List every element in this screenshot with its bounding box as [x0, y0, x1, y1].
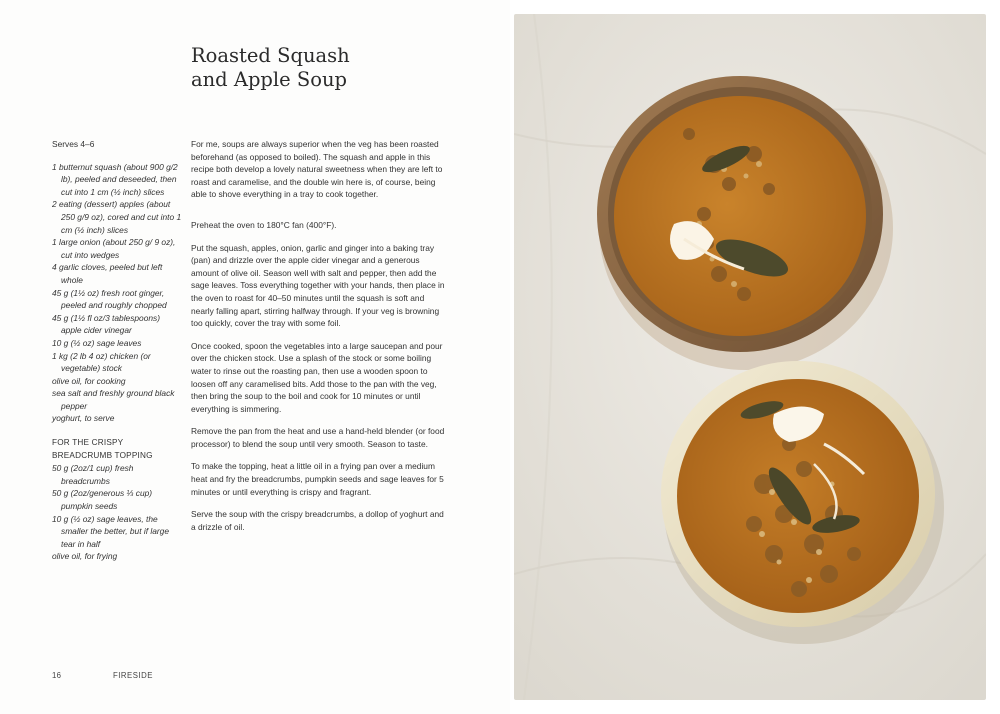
topping-ingredient-item: 50 g (2oz/1 cup) fresh breadcrumbs — [52, 463, 134, 486]
method-step: Preheat the oven to 180°C fan (400°F). — [191, 219, 337, 230]
ingredient-item: 1 large onion (about 250 g/ 9 oz), cut into wedges — [52, 237, 176, 260]
ingredient-item: 45 g (1½ oz) fresh root ginger, peeled and roughly chopped — [52, 287, 167, 311]
topping-ingredient-item: olive oil, for frying — [52, 551, 118, 562]
ingredient-item: 10 g (½ oz) sage leaves — [52, 337, 142, 348]
method-step: Put the squash, apples, onion, garlic and ginger into a baking tray (pan) and drizzle over the apple cider vinegar and a generous amount of olive oil. Season well with salt and pepper, then add the sage leaves. Toss everything together with your hands, then place in the oven to roast for 40–50 minutes until the squash is soft and nearly falling apart, stirring halfway through. If your veg is browning too quickly, cover the tray with some foil. — [191, 242, 445, 329]
intro-paragraph: For me, soups are always superior when the veg has been roasted beforehand (as opposed to boiled). The squash and apple in this recipe both develop a lovely natural sweetness when they are left to roast and caramelise, and the double win here is, of course, being able to shove everything in a tray to cook together. — [191, 139, 443, 200]
ingredient-item: 4 garlic cloves, peeled but left whole — [52, 262, 163, 285]
soup-photo-illustration — [514, 14, 986, 700]
method-steps — [191, 219, 445, 533]
method-column — [191, 138, 445, 543]
topping-ingredient-list — [52, 462, 182, 563]
ingredient-item: 1 kg (2 lb 4 oz) chicken (or vegetable) stock — [52, 350, 151, 374]
ingredient-item: 2 eating (dessert) apples (about 250 g/9 oz), cored and cut into 1 cm (½ inch) slices — [52, 199, 182, 235]
method-step: Remove the pan from the heat and use a hand-held blender (or food processor) to blend the soup until very smooth. Season to taste. — [191, 426, 445, 449]
method-step: To make the topping, heat a little oil in a frying pan over a medium heat and fry the breadcrumbs, pumpkin seeds and sage leaves for 5 minutes or until everything is crispy and fragrant. — [191, 461, 444, 497]
ingredient-list — [52, 161, 182, 425]
ingredient-item: 1 butternut squash (about 900 g/2 lb), peeled and deseeded, then cut into 1 cm (½ inch) slices — [52, 161, 178, 197]
top-soup — [614, 96, 866, 336]
page-number: 16 — [52, 671, 62, 680]
ingredient-item: 45 g (1½ fl oz/3 tablespoons) apple cider vinegar — [52, 312, 161, 336]
serves-label: Serves 4–6 — [52, 139, 95, 149]
ingredients-column — [52, 138, 182, 563]
method-step: Once cooked, spoon the vegetables into a large saucepan and pour over the chicken stock. Use a splash of the stock or some boiling water to rinse out the roasting pan, then use a wooden spoon to loosen off any caramelised bits. Add those to the pan with the veg, then bring the soup to the boil and cook for 10 minutes or until everything is simmering. — [191, 340, 443, 414]
recipe-title: Roasted Squash and Apple Soup — [191, 44, 350, 91]
topping-ingredient-item: 50 g (2oz/generous ⅓ cup) pumpkin seeds — [52, 488, 153, 512]
method-step: Serve the soup with the crispy breadcrumbs, a dollop of yoghurt and a drizzle of oil. — [191, 509, 444, 532]
soup-photo — [514, 14, 986, 700]
ingredient-item: sea salt and freshly ground black pepper — [52, 388, 175, 411]
running-head: FIRESIDE — [113, 671, 153, 680]
ingredient-item: olive oil, for cooking — [52, 375, 126, 386]
topping-ingredient-item: 10 g (½ oz) sage leaves, the smaller the better, but if large tear in half — [52, 513, 169, 549]
topping-heading: FOR THE CRISPY BREADCRUMB TOPPING — [52, 438, 153, 460]
ingredient-item: yoghurt, to serve — [52, 413, 115, 424]
